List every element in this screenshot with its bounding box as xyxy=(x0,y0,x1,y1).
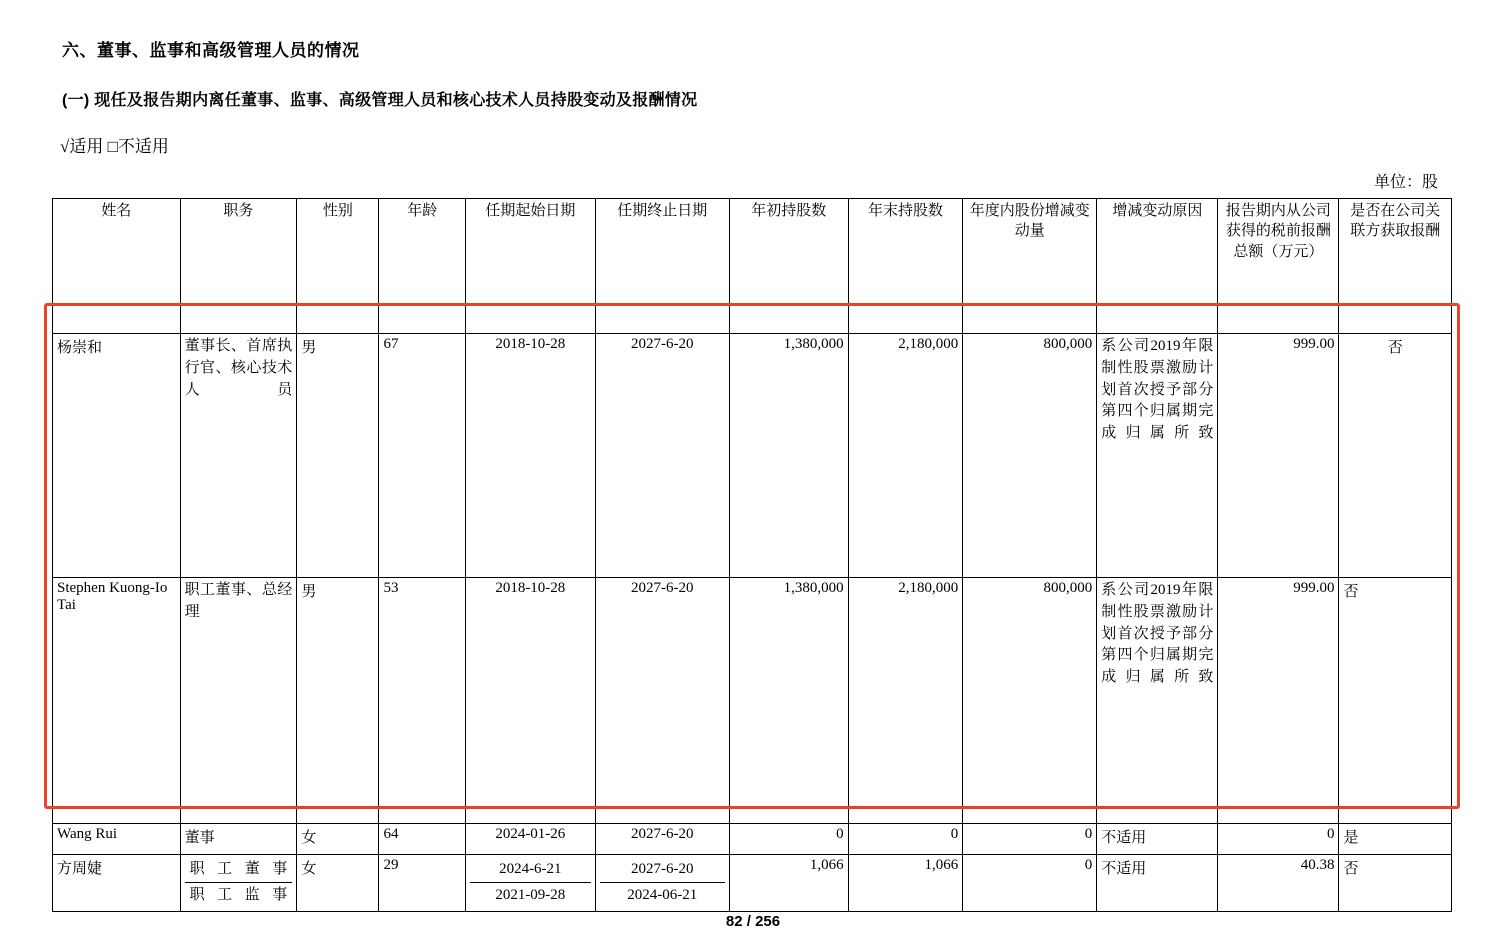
cell-related-party-pay: 否 xyxy=(1339,334,1452,578)
cell-title: 职工董事、总经理 xyxy=(180,578,297,824)
cell-term-end: 2027-6-20 xyxy=(595,824,729,855)
col-header-change-reason: 增减变动原因 xyxy=(1097,199,1218,334)
table-header-row xyxy=(53,199,1452,334)
col-header-shares-end: 年末持股数 xyxy=(848,199,963,334)
page-number: 82 / 256 xyxy=(725,913,781,930)
cell-title-line-1: 职工董事 xyxy=(185,857,293,883)
section-heading: 六、董事、监事和高级管理人员的情况 xyxy=(62,41,360,60)
cell-pretax-pay: 40.38 xyxy=(1218,855,1339,912)
cell-term-start: 2018-10-28 xyxy=(465,578,595,824)
table-row xyxy=(53,855,1452,912)
cell-pretax-pay: 0 xyxy=(1218,824,1339,855)
cell-term-end-line-1: 2027-6-20 xyxy=(600,857,725,883)
cell-related-party-pay: 否 xyxy=(1339,855,1452,912)
cell-change-reason: 不适用 xyxy=(1097,855,1218,912)
cell-shares-begin: 1,066 xyxy=(729,855,848,912)
cell-change-reason: 系公司2019年限制性股票激励计划首次授予部分第四个归属期完成归属所致 xyxy=(1097,334,1218,578)
cell-name: 杨崇和 xyxy=(53,334,181,578)
cell-gender: 男 xyxy=(297,334,379,578)
cell-term-start-line-1: 2024-6-21 xyxy=(470,857,591,883)
cell-shares-change: 0 xyxy=(963,855,1097,912)
cell-title: 董事长、首席执行官、核心技术人员 xyxy=(180,334,297,578)
col-header-age: 年龄 xyxy=(379,199,465,334)
cell-gender: 女 xyxy=(297,855,379,912)
cell-age: 64 xyxy=(379,824,465,855)
col-header-gender: 性别 xyxy=(297,199,379,334)
cell-gender: 男 xyxy=(297,578,379,824)
col-header-term-start: 任期起始日期 xyxy=(465,199,595,334)
col-header-related-party-pay: 是否在公司关联方获取报酬 xyxy=(1339,199,1452,334)
cell-term-start xyxy=(465,855,595,912)
unit-label: 单位：股 xyxy=(1373,174,1438,191)
cell-shares-end: 1,066 xyxy=(848,855,963,912)
cell-term-end: 2027-6-20 xyxy=(595,578,729,824)
cell-term-end-line-2: 2024-06-21 xyxy=(627,887,698,903)
cell-shares-begin: 1,380,000 xyxy=(729,578,848,824)
cell-title-line-2: 职工监事 xyxy=(189,887,288,903)
table-row xyxy=(53,578,1452,824)
cell-term-start: 2018-10-28 xyxy=(465,334,595,578)
cell-shares-begin: 0 xyxy=(729,824,848,855)
cell-shares-change: 800,000 xyxy=(963,578,1097,824)
cell-title: 董事 xyxy=(180,824,297,855)
col-header-shares-change: 年度内股份增减变动量 xyxy=(963,199,1097,334)
cell-name: 方周婕 xyxy=(53,855,181,912)
col-header-term-end: 任期终止日期 xyxy=(595,199,729,334)
cell-pretax-pay: 999.00 xyxy=(1218,334,1339,578)
cell-shares-end: 0 xyxy=(848,824,963,855)
cell-change-reason: 系公司2019年限制性股票激励计划首次授予部分第四个归属期完成归属所致 xyxy=(1097,578,1218,824)
cell-title xyxy=(180,855,297,912)
cell-related-party-pay: 否 xyxy=(1339,578,1452,824)
table-row xyxy=(53,824,1452,855)
cell-gender: 女 xyxy=(297,824,379,855)
cell-name: Wang Rui xyxy=(53,824,181,855)
cell-shares-change: 800,000 xyxy=(963,334,1097,578)
col-header-title: 职务 xyxy=(180,199,297,334)
cell-shares-end: 2,180,000 xyxy=(848,578,963,824)
cell-term-start-line-2: 2021-09-28 xyxy=(495,887,566,903)
col-header-name: 姓名 xyxy=(53,199,181,334)
cell-age: 67 xyxy=(379,334,465,578)
cell-shares-end: 2,180,000 xyxy=(848,334,963,578)
cell-related-party-pay: 是 xyxy=(1339,824,1452,855)
cell-shares-begin: 1,380,000 xyxy=(729,334,848,578)
cell-term-start: 2024-01-26 xyxy=(465,824,595,855)
table-row xyxy=(53,334,1452,578)
cell-shares-change: 0 xyxy=(963,824,1097,855)
management-shareholding-table xyxy=(52,198,1452,912)
cell-pretax-pay: 999.00 xyxy=(1218,578,1339,824)
cell-name: Stephen Kuong-Io Tai xyxy=(53,578,181,824)
cell-term-end xyxy=(595,855,729,912)
cell-age: 53 xyxy=(379,578,465,824)
subsection-heading: (一) 现任及报告期内离任董事、监事、高级管理人员和核心技术人员持股变动及报酬情况 xyxy=(62,92,698,109)
cell-change-reason: 不适用 xyxy=(1097,824,1218,855)
col-header-shares-begin: 年初持股数 xyxy=(729,199,848,334)
cell-term-end: 2027-6-20 xyxy=(595,334,729,578)
cell-age: 29 xyxy=(379,855,465,912)
col-header-pretax-pay: 报告期内从公司获得的税前报酬总额（万元） xyxy=(1218,199,1339,334)
applicable-checkbox-line: √适用 □不适用 xyxy=(60,137,169,156)
